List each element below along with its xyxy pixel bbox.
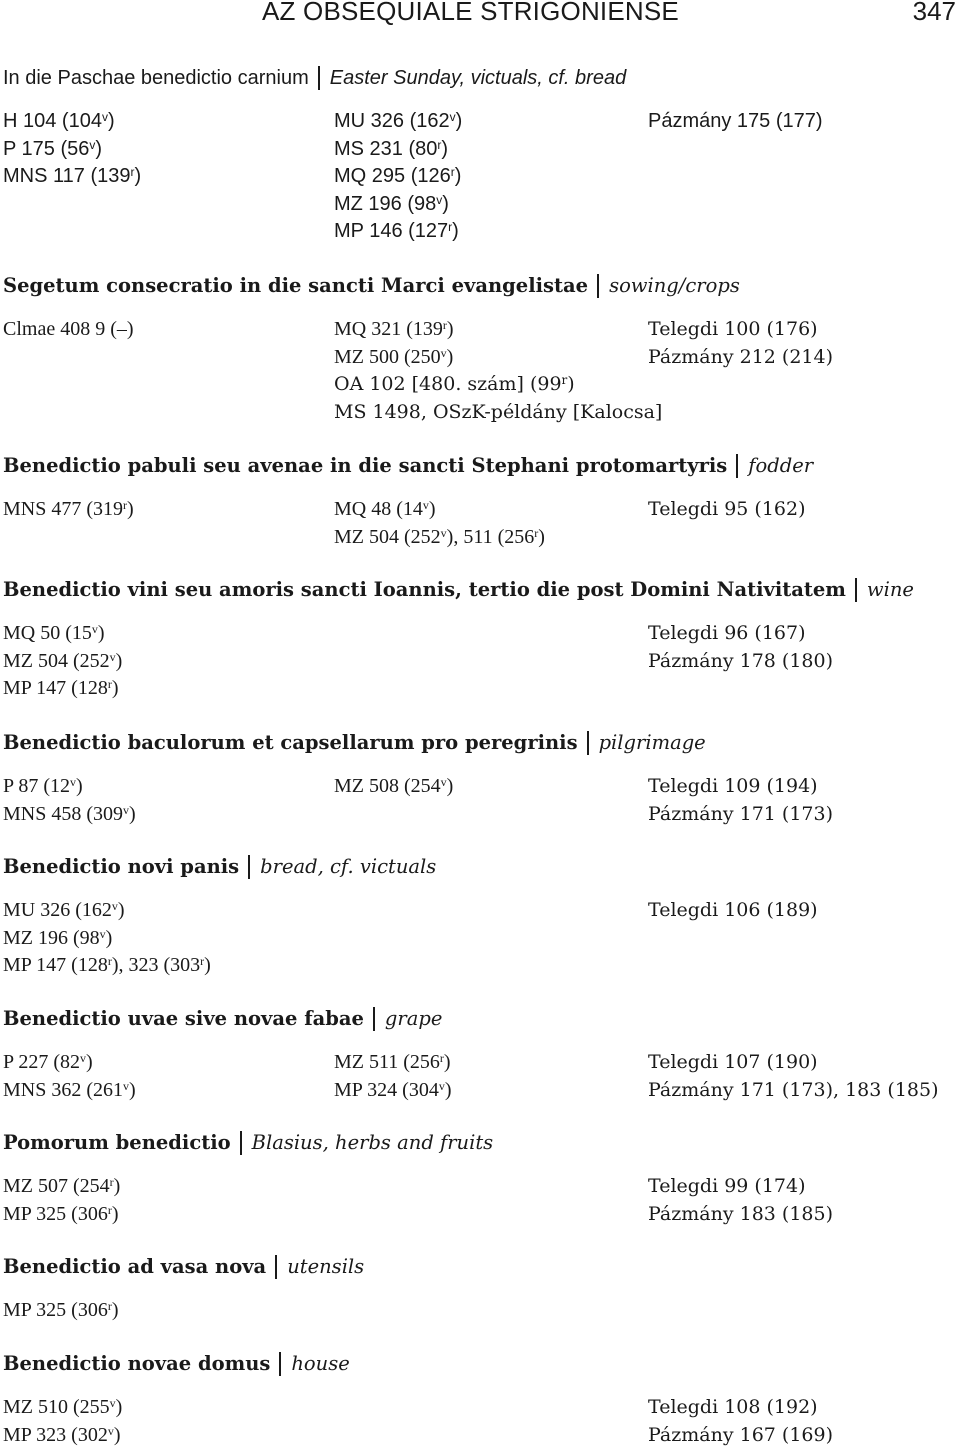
source-table: [3, 316, 953, 426]
heading-separator: [279, 1352, 281, 1376]
heading-latin: Benedictio uvae sive novae fabae: [3, 1007, 364, 1030]
heading-translation: Blasius, herbs and fruits: [251, 1131, 494, 1154]
source-siglum: MU 326 (162$^v$): [3, 899, 125, 921]
heading-separator: [597, 274, 599, 298]
source-row: [3, 218, 953, 246]
source-row: [3, 897, 953, 925]
source-siglum: MNS 362 (261$^v$): [3, 1078, 136, 1101]
source-siglum-col2: MS 1498, OSzK-példány [Kalocsa]: [334, 400, 663, 423]
section-benedictio-vini: [3, 576, 953, 703]
heading-translation: pilgrimage: [598, 731, 706, 754]
source-siglum: MZ 504 (252$^v$): [3, 649, 123, 672]
source-table: [3, 897, 953, 980]
source-siglum: MP 147 (128$^r$): [3, 677, 119, 699]
source-table: [3, 1173, 953, 1228]
section-benedictio-pabuli: [3, 452, 953, 551]
source-siglum-col2: MU 326 (162$^v$): [334, 110, 463, 132]
running-title: AZ OBSEQUIALE STRIGONIENSE: [262, 0, 679, 26]
source-row: [3, 1422, 953, 1450]
source-siglum: MZ 196 (98$^v$): [3, 926, 113, 949]
heading-latin: Benedictio novi panis: [3, 855, 240, 878]
section-heading: [3, 729, 953, 757]
source-siglum-col2: MZ 196 (98$^v$): [334, 192, 449, 215]
heading-translation: utensils: [287, 1255, 365, 1278]
source-table: [3, 1049, 953, 1104]
printed-edition: Pázmány 183 (185): [648, 1202, 834, 1225]
heading-translation: wine: [866, 578, 914, 601]
running-header: [0, 0, 960, 34]
heading-separator: [373, 1007, 375, 1031]
source-siglum-col2: MQ 321 (139$^r$): [334, 318, 454, 340]
heading-separator: [587, 731, 589, 755]
heading-latin: Benedictio baculorum et capsellarum pro peregrinis: [3, 731, 578, 754]
heading-separator: [318, 66, 320, 90]
source-siglum-col2: MQ 295 (126$^r$): [334, 165, 462, 187]
section-heading: [3, 64, 953, 92]
source-siglum-col2: MP 324 (304$^v$): [334, 1078, 452, 1101]
heading-translation: bread, cf. victuals: [260, 855, 437, 878]
source-row: [3, 399, 953, 427]
heading-latin: Benedictio novae domus: [3, 1352, 271, 1375]
heading-separator: [275, 1255, 277, 1279]
source-table: [3, 1394, 953, 1449]
source-row: [3, 1201, 953, 1229]
heading-translation: sowing/crops: [609, 274, 740, 297]
source-row: [3, 1077, 953, 1105]
source-row: [3, 801, 953, 829]
source-table: [3, 773, 953, 828]
source-row: [3, 163, 953, 191]
source-siglum-col2: MZ 504 (252$^v$), 511 (256$^r$): [334, 525, 545, 548]
source-row: [3, 620, 953, 648]
printed-edition: Telegdi 100 (176): [648, 318, 818, 340]
page-number: 347: [912, 0, 956, 26]
source-siglum: P 227 (82$^v$): [3, 1051, 93, 1073]
source-row: [3, 191, 953, 219]
heading-separator: [855, 578, 857, 602]
source-siglum: H 104 (104$^v$): [3, 110, 115, 132]
source-row: [3, 925, 953, 953]
heading-separator: [248, 855, 250, 879]
source-siglum-col2: MP 146 (127$^r$): [334, 220, 459, 242]
heading-latin: Pomorum benedictio: [3, 1131, 231, 1154]
printed-edition: Pázmány 171 (173): [648, 802, 834, 825]
section-pomorum-benedictio: [3, 1129, 953, 1228]
heading-separator: [736, 454, 738, 478]
source-siglum: MP 147 (128$^r$), 323 (303$^r$): [3, 954, 211, 976]
source-siglum: MQ 50 (15$^v$): [3, 622, 105, 644]
source-row: [3, 371, 953, 399]
source-table: [3, 108, 953, 246]
heading-separator: [240, 1131, 242, 1155]
heading-translation: Easter Sunday, victuals, cf. bread: [329, 67, 627, 89]
printed-edition: Telegdi 99 (174): [648, 1175, 806, 1197]
printed-edition: Telegdi 95 (162): [648, 498, 806, 520]
source-row: [3, 648, 953, 676]
source-siglum-col2: MZ 500 (250$^v$): [334, 345, 454, 368]
source-siglum: MNS 117 (139$^r$): [3, 165, 142, 187]
source-row: [3, 344, 953, 372]
printed-edition: Pázmány 167 (169): [648, 1423, 834, 1446]
source-siglum: MNS 477 (319$^r$): [3, 498, 134, 520]
section-benedictio-carnium: [3, 64, 953, 246]
source-row: [3, 496, 953, 524]
source-siglum: P 175 (56$^v$): [3, 137, 103, 160]
heading-latin: Segetum consecratio in die sancti Marci evangelistae: [3, 274, 589, 297]
printed-edition: Telegdi 109 (194): [648, 775, 818, 797]
source-row: [3, 316, 953, 344]
source-table: [3, 1297, 953, 1325]
printed-edition: Pázmány 212 (214): [648, 345, 834, 368]
heading-latin: Benedictio pabuli seu avenae in die sancti Stephani protomartyris: [3, 454, 728, 477]
printed-edition: Telegdi 106 (189): [648, 899, 818, 921]
section-heading: [3, 1005, 953, 1033]
section-heading: [3, 853, 953, 881]
source-siglum: MNS 458 (309$^v$): [3, 802, 136, 825]
section-segetum-consecratio: [3, 272, 953, 426]
section-benedictio-uvae: [3, 1005, 953, 1104]
section-heading: [3, 1129, 953, 1157]
source-siglum: MZ 507 (254$^r$): [3, 1175, 121, 1197]
source-row: [3, 136, 953, 164]
source-siglum: MP 325 (306$^r$): [3, 1202, 119, 1225]
source-row: [3, 1297, 953, 1325]
source-row: [3, 1394, 953, 1422]
printed-edition: Telegdi 96 (167): [648, 622, 806, 644]
printed-edition: Telegdi 107 (190): [648, 1051, 818, 1073]
source-row: [3, 1049, 953, 1077]
source-table: [3, 496, 953, 551]
source-row: [3, 675, 953, 703]
heading-translation: house: [291, 1352, 350, 1375]
source-siglum-col2: MZ 508 (254$^v$): [334, 775, 454, 797]
section-benedictio-ad-vasa-nova: [3, 1253, 953, 1325]
source-siglum-col2: MS 231 (80$^r$): [334, 137, 449, 160]
source-siglum: MP 323 (302$^v$): [3, 1423, 121, 1446]
heading-translation: grape: [384, 1007, 443, 1030]
source-row: [3, 108, 953, 136]
source-siglum: MZ 510 (255$^v$): [3, 1396, 123, 1418]
heading-latin: Benedictio ad vasa nova: [3, 1255, 267, 1278]
source-row: [3, 1173, 953, 1201]
section-heading: [3, 452, 953, 480]
section-heading: [3, 1350, 953, 1378]
source-table: [3, 620, 953, 703]
source-siglum: MP 325 (306$^r$): [3, 1299, 119, 1321]
section-heading: [3, 1253, 953, 1281]
source-siglum: P 87 (12$^v$): [3, 775, 83, 797]
section-heading: [3, 576, 953, 604]
source-row: [3, 524, 953, 552]
heading-translation: fodder: [748, 454, 814, 477]
printed-edition: Telegdi 108 (192): [648, 1396, 818, 1418]
source-siglum-col2: MZ 511 (256$^r$): [334, 1051, 451, 1073]
source-siglum-col2: MQ 48 (14$^v$): [334, 498, 436, 520]
printed-edition: Pázmány 178 (180): [648, 649, 834, 672]
section-benedictio-novi-panis: [3, 853, 953, 980]
source-row: [3, 952, 953, 980]
heading-latin: In die Paschae benedictio carnium: [3, 67, 309, 89]
source-row: [3, 773, 953, 801]
source-siglum: Clmae 408 9 (–): [3, 318, 134, 340]
section-heading: [3, 272, 953, 300]
printed-edition: Pázmány 171 (173), 183 (185): [648, 1078, 939, 1101]
section-benedictio-baculorum: [3, 729, 953, 828]
source-siglum-col2: OA 102 [480. szám] (99$^r$): [334, 373, 575, 395]
heading-latin: Benedictio vini seu amoris sancti Ioannis, tertio die post Domini Nativitatem: [3, 578, 846, 601]
section-benedictio-novae-domus: [3, 1350, 953, 1449]
printed-edition: Pázmány 175 (177): [648, 110, 823, 132]
